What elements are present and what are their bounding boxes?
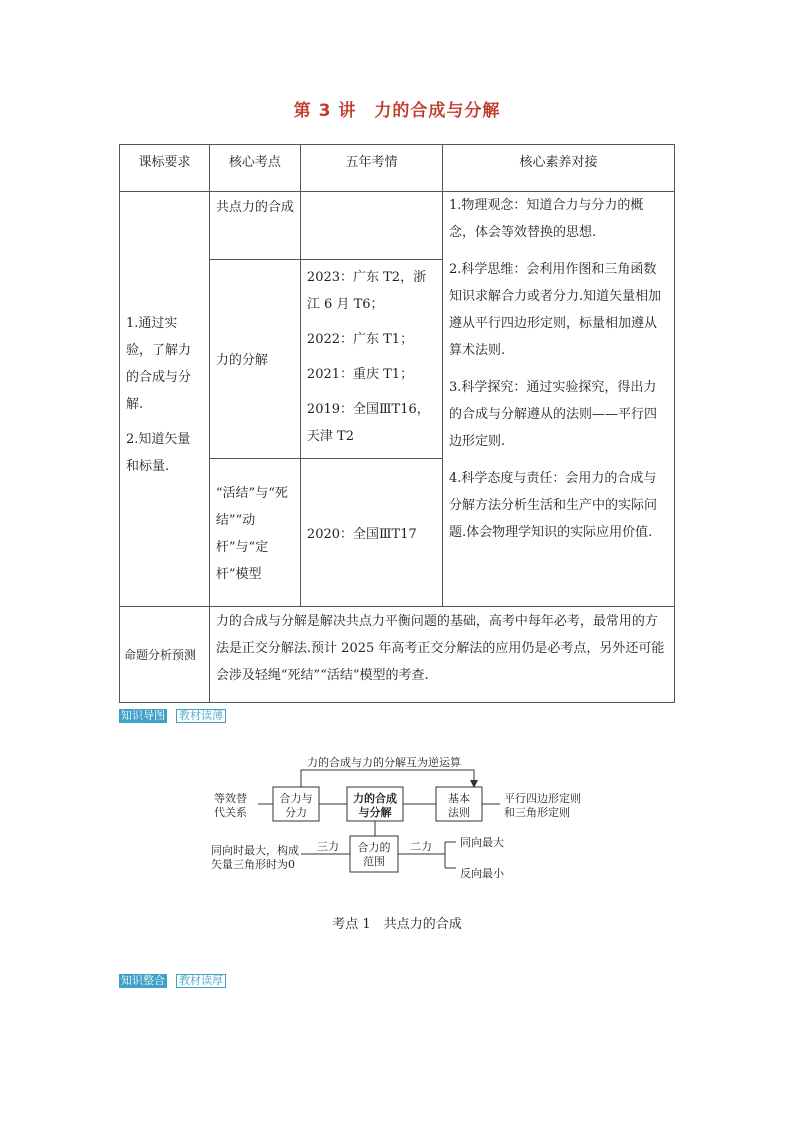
point-3: “活结”与“死结”“动杆”与“定杆”模型 bbox=[209, 459, 300, 607]
three-label: 三力 bbox=[317, 840, 339, 853]
years-3: 2020：全国ⅢT17 bbox=[300, 459, 442, 607]
section-tag-integrate: 知识整合 bbox=[121, 974, 165, 987]
year-entry: 2019：全国ⅢT16，天津 T2 bbox=[306, 402, 430, 444]
section-tag-map: 知识导图 bbox=[121, 709, 165, 722]
requirement-1: 1.通过实验，了解力的合成与分解. bbox=[126, 316, 192, 412]
years-2 bbox=[300, 260, 442, 459]
literacy-4: 4.科学态度与责任：会用力的合成与分解方法分析生活和生产中的实际问题.体会物理学知识的实际应用价值. bbox=[449, 471, 658, 540]
right-note-line1: 平行四边形定则 bbox=[504, 792, 581, 805]
point-2: 力的分解 bbox=[209, 260, 300, 459]
three-note-line1: 同向时最大，构成 bbox=[211, 844, 299, 857]
bottom-box-line2: 范围 bbox=[363, 855, 385, 868]
bottom-box-line1: 合力的 bbox=[357, 841, 391, 854]
header-cell: 核心考点 bbox=[209, 145, 300, 192]
literacy-1: 1.物理观念：知道合力与分力的概念，体会等效替换的思想. bbox=[449, 198, 644, 240]
year-entry: 2022：广东 T1； bbox=[306, 332, 414, 347]
center-line2: 与分解 bbox=[358, 806, 392, 819]
point-1: 共点力的合成 bbox=[209, 192, 300, 260]
requirements-cell bbox=[120, 192, 210, 607]
header-cell: 课标要求 bbox=[120, 145, 210, 192]
two-label: 二力 bbox=[410, 840, 432, 853]
requirement-2: 2.知道矢量和标量. bbox=[126, 432, 191, 474]
overview-table bbox=[119, 144, 675, 703]
two-max: 同向最大 bbox=[460, 836, 504, 849]
right-box-line1: 基本 bbox=[448, 792, 470, 805]
literacy-3: 3.科学探究：通过实验探究，得出力的合成与分解遵从的法则——平行四边形定则. bbox=[449, 380, 658, 449]
center-line1: 力的合成 bbox=[353, 792, 397, 805]
year-entry: 2023：广东 T2，浙江 6 月 T6； bbox=[306, 270, 427, 312]
years-1 bbox=[300, 192, 442, 260]
section-tag-thick: 教材读厚 bbox=[176, 974, 226, 988]
right-note-line2: 和三角形定则 bbox=[504, 806, 570, 819]
three-note-line2: 矢量三角形时为0 bbox=[211, 858, 295, 871]
left-box-line2: 分力 bbox=[285, 806, 307, 819]
header-cell: 五年考情 bbox=[300, 145, 442, 192]
page-title: 第 3 讲 力的合成与分解 bbox=[293, 101, 501, 121]
literacy-cell bbox=[443, 192, 675, 607]
top-relation-text: 力的合成与力的分解互为逆运算 bbox=[307, 756, 461, 769]
year-entry: 2021：重庆 T1； bbox=[306, 367, 414, 382]
right-box-line2: 法则 bbox=[448, 806, 470, 819]
analysis-label: 命题分析预测 bbox=[120, 607, 210, 703]
section-tag-thin: 教材读薄 bbox=[176, 709, 226, 723]
left-note-line1: 等效替 bbox=[214, 792, 247, 805]
left-note-line2: 代关系 bbox=[214, 806, 247, 819]
literacy-2: 2.科学思维：会利用作图和三角函数知识求解合力或者分力.知道矢量相加遵从平行四边形定则，标量相加遵从算术法则. bbox=[449, 262, 662, 358]
section-subtitle: 考点 1 共点力的合成 bbox=[332, 917, 462, 932]
left-box-line1: 合力与 bbox=[279, 792, 313, 805]
header-cell: 核心素养对接 bbox=[443, 145, 675, 192]
knowledge-map-diagram bbox=[0, 750, 794, 890]
table-header-row bbox=[120, 145, 675, 192]
two-min: 反向最小 bbox=[460, 867, 504, 880]
analysis-text: 力的合成与分解是解决共点力平衡问题的基础，高考中每年必考，最常用的方法是正交分解法.预计 2025 年高考正交分解法的应用仍是必考点，另外还可能会涉及轻绳“死结”“活结”模型的考查. bbox=[209, 607, 674, 703]
